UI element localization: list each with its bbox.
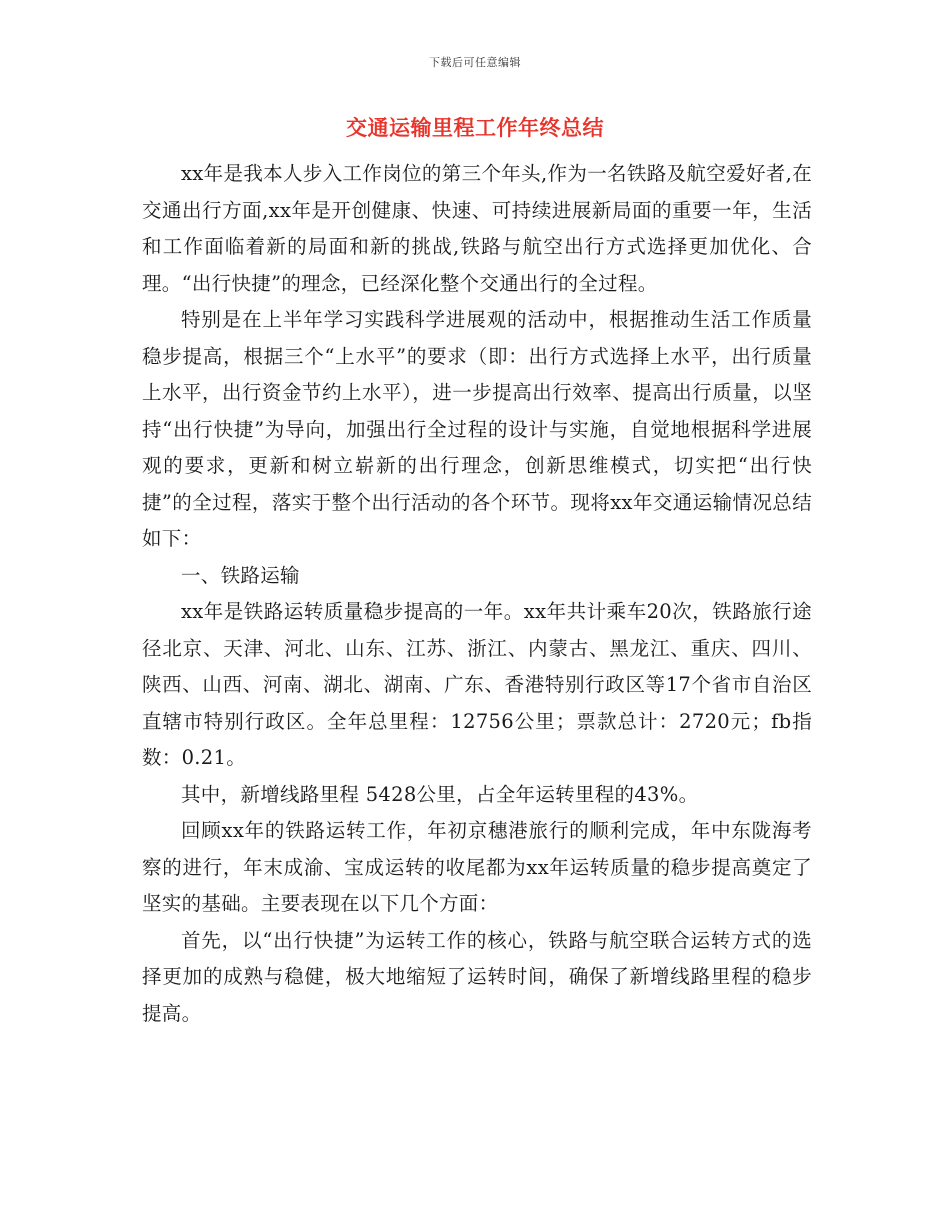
paragraph-intro: xx年是我本人步入工作岗位的第三个年头,作为一名铁路及航空爱好者,在交通出行方面,xx年是开创健康、快速、可持续进展新局面的重要一年，生活和工作面临着新的局面和新的挑战,铁路与航空出行方式选择更加优化、合理。“出行快捷”的理念，已经深化整个交通出行的全过程。	[142, 162, 812, 295]
paragraph-first-point: 首先，以“出行快捷”为运转工作的核心，铁路与航空联合运转方式的选择更加的成熟与稳健，极大地缩短了运转时间，确保了新增线路里程的稳步提高。	[142, 928, 812, 1025]
document-title: 交通运输里程工作年终总结	[346, 115, 604, 140]
document-body	[142, 156, 812, 1032]
paragraph-review: 回顾xx年的铁路运转工作，年初京穗港旅行的顺利完成，年中东陇海考察的进行，年末成渝、宝成运转的收尾都为xx年运转质量的稳步提高奠定了坚实的基础。主要表现在以下几个方面：	[142, 819, 812, 915]
paragraph-new-lines: 其中，新增线路里程 5428公里，占全年运转里程的43%。	[181, 782, 699, 806]
section-heading-railway: 一、铁路运输	[181, 563, 300, 587]
paragraph-railway-stats: xx年是铁路运转质量稳步提高的一年。xx年共计乘车20次，铁路旅行途径北京、天津、河北、山东、江苏、浙江、内蒙古、黑龙江、重庆、四川、陕西、山西、河南、湖北、湖南、广东、香港特别行政区等17个省市自治区直辖市特别行政区。全年总里程：12756公里；票款总计：2720元；fb指数：0.21。	[142, 600, 812, 769]
header-note: 下载后可任意编辑	[429, 56, 521, 69]
paragraph-background: 特别是在上半年学习实践科学进展观的活动中，根据推动生活工作质量稳步提高，根据三个“上水平”的要求（即：出行方式选择上水平，出行质量上水平，出行资金节约上水平），进一步提高出行效率、提高出行质量，以坚持“出行快捷”为导向，加强出行全过程的设计与实施，自觉地根据科学进展观的要求，更新和树立崭新的出行理念，创新思维模式，切实把“出行快捷”的全过程，落实于整个出行活动的各个环节。现将xx年交通运输情况总结如下：	[142, 308, 812, 550]
